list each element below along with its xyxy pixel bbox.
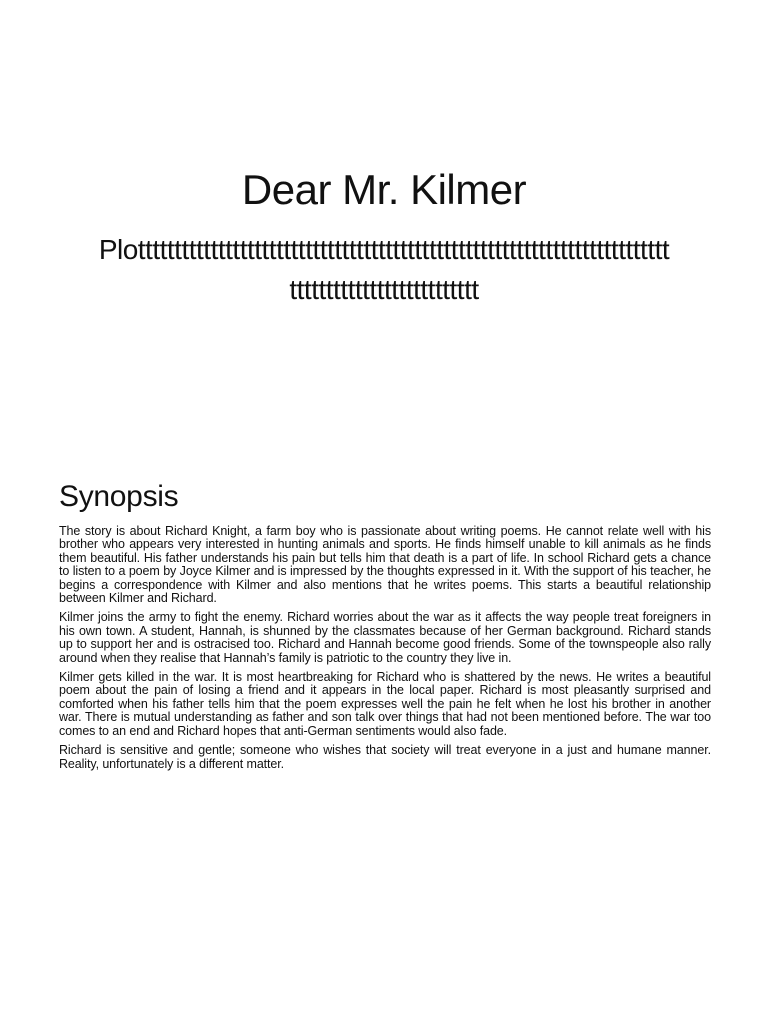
title-slide	[0, 0, 768, 440]
synopsis-paragraph-3: Kilmer gets killed in the war. It is most heartbreaking for Richard who is shattered by the news. He writes a beautiful poem about the pain of losing a friend and it appears in the local paper. Richard is most pleasantly surprised and comforted when his father tells him that the poem expresses well the pain he felt when he lost his brother in another war. There is mutual understanding as father and son talk over things that had not been mentioned before. The war too comes to an end and Richard hopes that anti-German sentiments would also fade.	[59, 670, 711, 738]
synopsis-paragraph-2: Kilmer joins the army to fight the enemy. Richard worries about the war as it affects the way people treat foreigners in his own town. A student, Hannah, is shunned by the classmates because of her German background. Richard stands up to support her and is ostracised too. Richard and Hannah become good friends. Some of the townspeople also rally around when they realise that Hannah’s family is patriotic to the country they live in.	[59, 610, 711, 665]
synopsis-section	[59, 475, 711, 777]
page-title: Dear Mr. Kilmer	[241, 166, 527, 213]
synopsis-paragraph-4: Richard is sensitive and gentle; someone who wishes that society will treat everyone in a just and humane manner. Reality, unfortunately is a different matter.	[59, 743, 711, 771]
synopsis-heading: Synopsis	[59, 480, 179, 513]
page-subtitle: Plottttttttttttttttttttttttttttttttttttttttttttttttttttttttttttttttttttttttttttttttttttttttttttttttttt	[98, 234, 670, 305]
synopsis-paragraph-1: The story is about Richard Knight, a farm boy who is passionate about writing poems. He cannot relate well with his brother who appears very interested in hunting animals and sports. He finds himself unable to kill animals as he finds them beautiful. His father understands his pain but tells him that death is a part of life. In school Richard gets a chance to listen to a poem by Joyce Kilmer and is impressed by the thoughts expressed in it. With the support of his teacher, he begins a correspondence with Kilmer and also mentions that he writes poems. This starts a beautiful relationship between Kilmer and Richard.	[59, 524, 711, 606]
